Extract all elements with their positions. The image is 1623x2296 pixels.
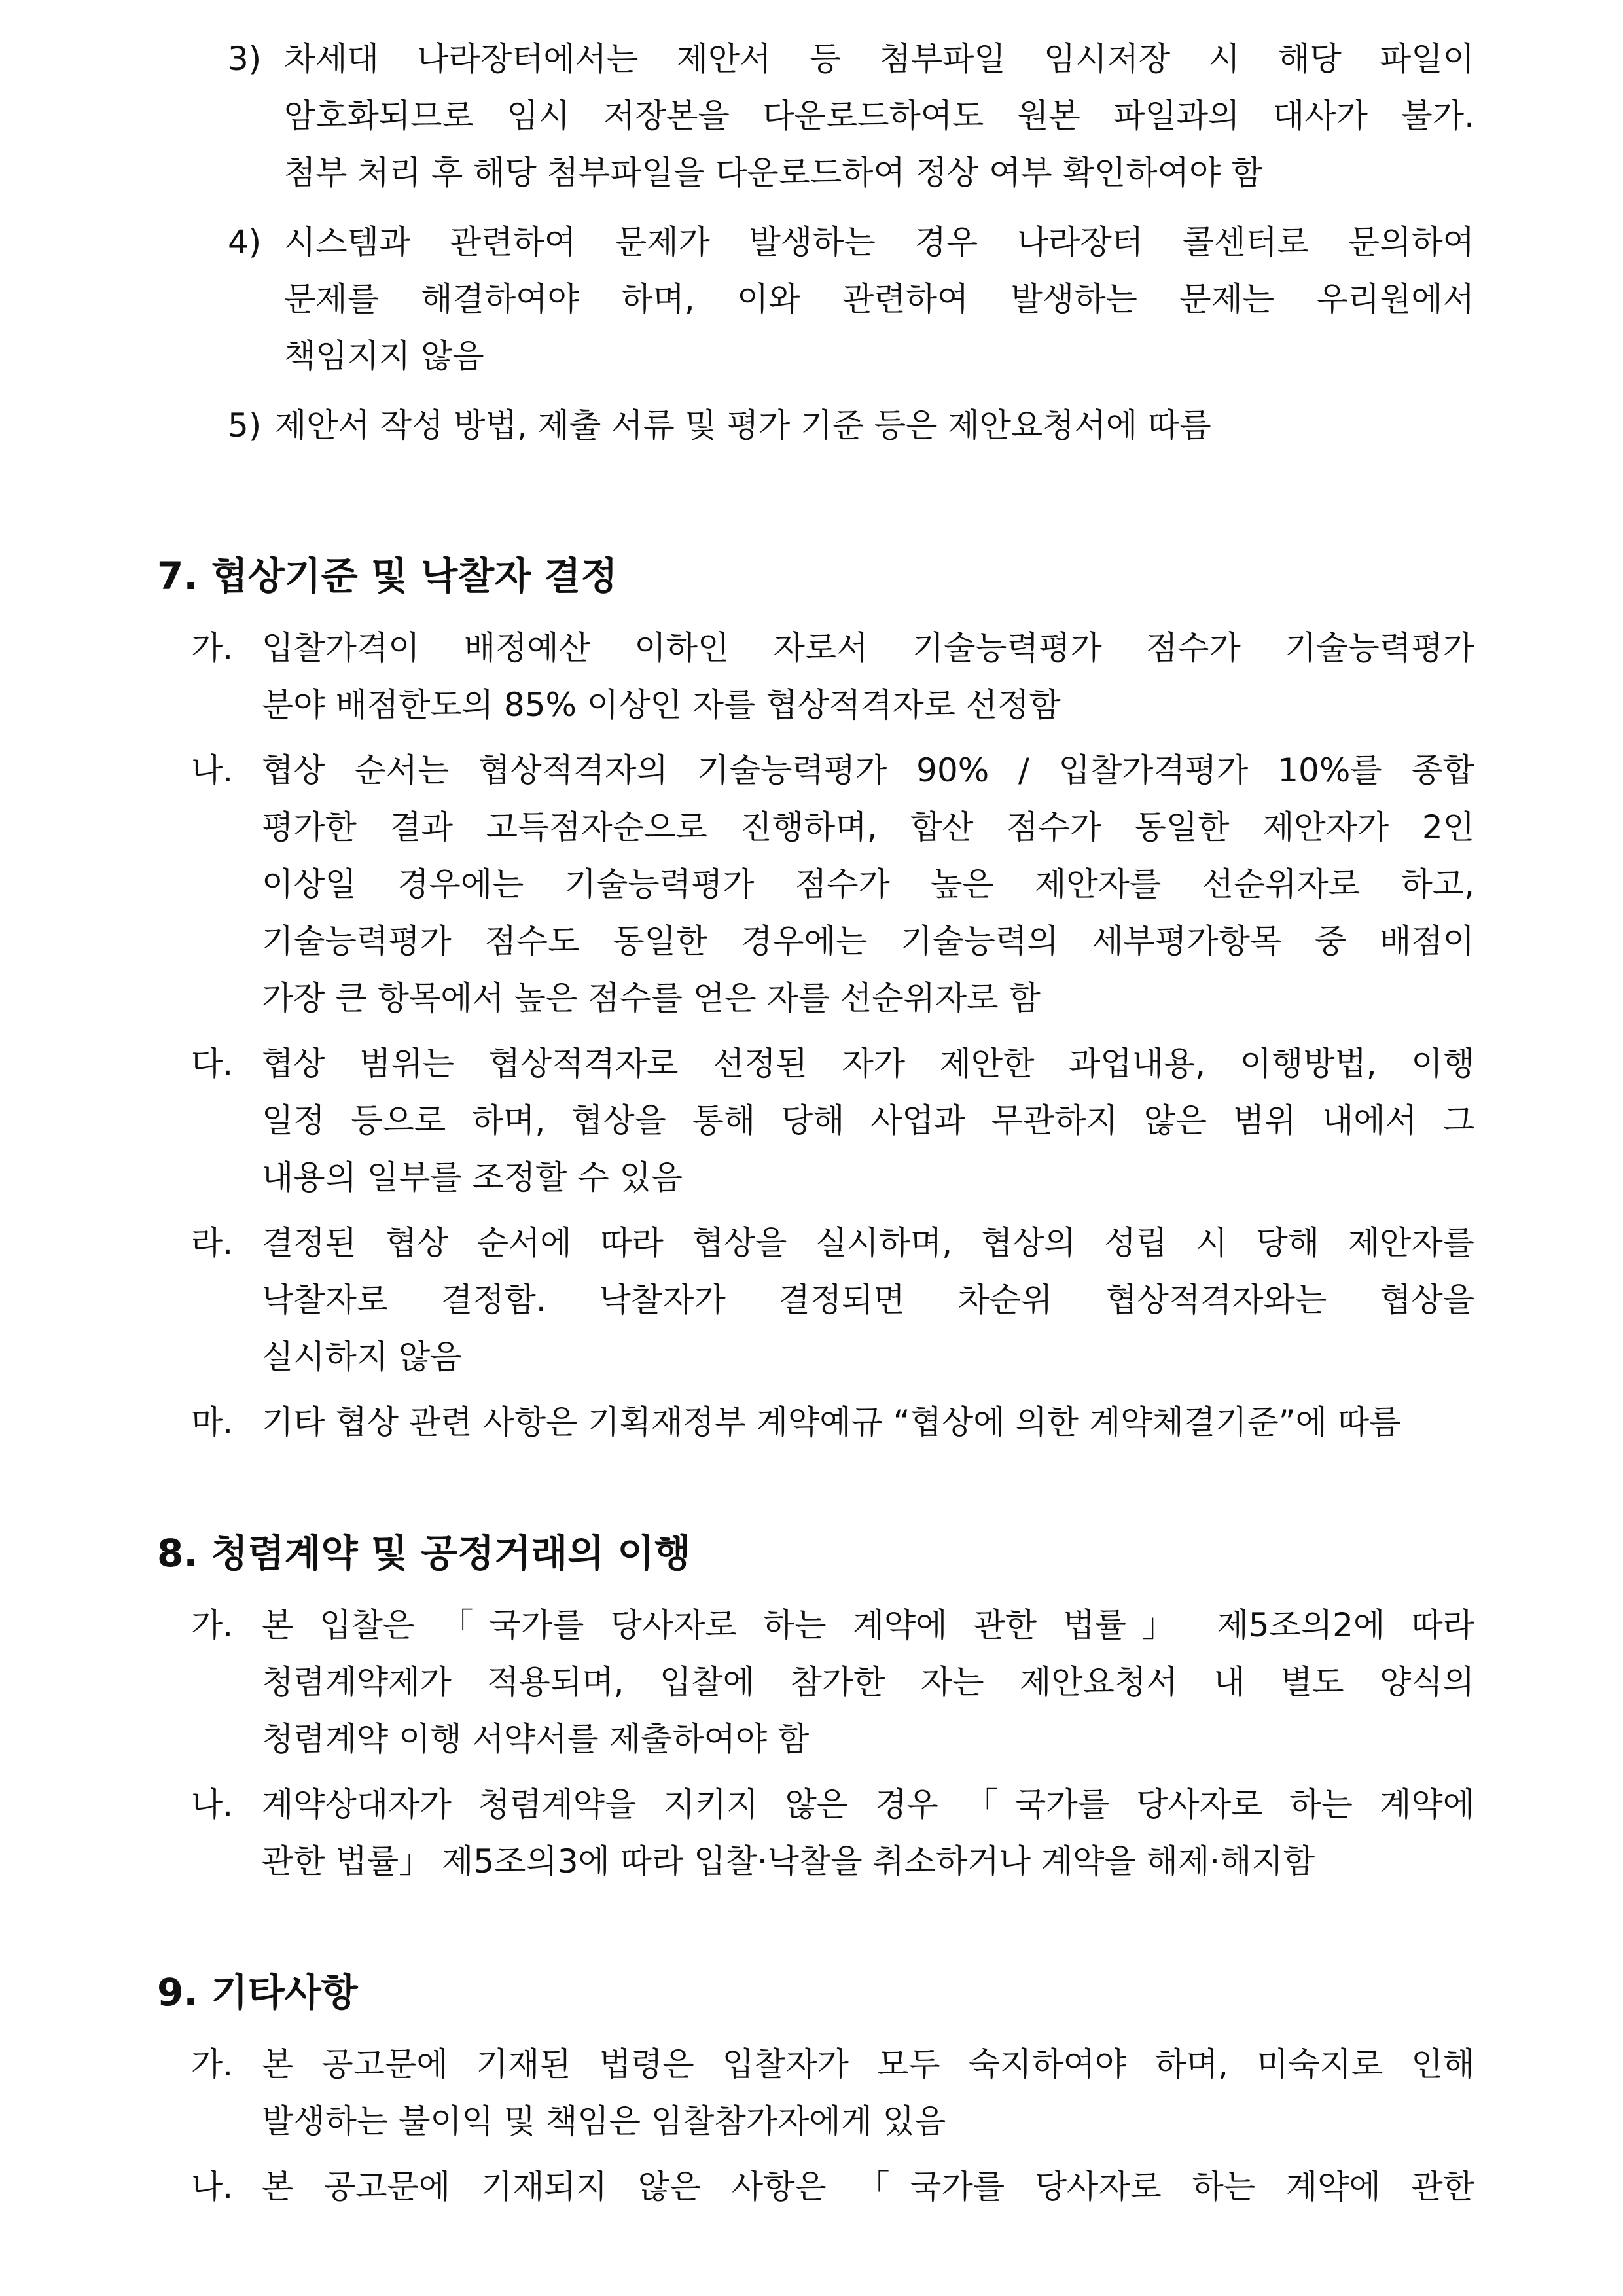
line-text: 본 공고문에 기재되지 않은 사항은 「국가를 당사자로 하는 계약에 관한 (262, 2168, 1474, 2206)
line-text: 암호화되므로 임시 저장본을 다운로드하여도 원본 파일과의 대사가 불가. (284, 97, 1474, 135)
line-text: 문제를 해결하여야 하며, 이와 관련하여 발생하는 문제는 우리원에서 (284, 280, 1474, 318)
list-item (191, 2159, 1474, 2215)
list-marker (191, 913, 262, 970)
list-marker (191, 1092, 262, 1149)
line-text: 계약상대자가 청렴계약을 지키지 않은 경우 「국가를 당사자로 하는 계약에 (262, 1785, 1474, 1823)
line-text: 평가한 결과 고득점자순으로 진행하며, 합산 점수가 동일한 제안자가 2인 (262, 808, 1474, 846)
list-marker (228, 145, 284, 202)
text-line (191, 1272, 1474, 1329)
text-line (191, 856, 1474, 913)
line-text: 발생하는 불이익 및 책임은 임찰참가자에게 있음 (262, 2102, 946, 2140)
line-text: 협상 순서는 협상적격자의 기술능력평가 90% / 입찰가격평가 10%를 종합 (262, 751, 1474, 789)
list-marker (191, 677, 262, 734)
list-marker: 나. (191, 751, 234, 789)
text-line (228, 31, 1474, 88)
text-line (191, 2036, 1474, 2093)
line-text: 차세대 나라장터에서는 제안서 등 첨부파일 임시저장 시 해당 파일이 (284, 40, 1474, 78)
list-marker: 나. (191, 2168, 234, 2206)
text-line (191, 2093, 1474, 2150)
list-item (191, 1394, 1474, 1451)
line-text: 기타 협상 관련 사항은 기획재정부 계약예규 “협상에 의한 계약체결기준”에 따름 (262, 1403, 1401, 1441)
line-text: 본 공고문에 기재된 법령은 입찰자가 모두 숙지하여야 하며, 미숙지로 인해 (262, 2045, 1474, 2083)
list-marker: 나. (191, 1785, 234, 1823)
list-marker (228, 271, 284, 328)
text-line (191, 1833, 1474, 1890)
text-line (191, 1149, 1474, 1206)
list-marker: 라. (191, 1224, 234, 1262)
line-text: 협상 범위는 협상적격자로 선정된 자가 제안한 과업내용, 이행방법, 이행 (262, 1045, 1474, 1083)
text-line (228, 271, 1474, 328)
list-marker (191, 1272, 262, 1329)
text-line (191, 1597, 1474, 1654)
text-line (191, 1035, 1474, 1092)
line-text: 책임지지 않음 (284, 337, 484, 375)
line-text: 관한 법률」 제5조의3에 따라 입찰·낙찰을 취소하거나 계약을 해제·해지함 (262, 1842, 1315, 1880)
section-heading: 7. 협상기준 및 낙찰자 결정 (157, 554, 618, 598)
text-line (228, 328, 1474, 385)
list-marker (191, 1149, 262, 1206)
list-item (191, 620, 1474, 734)
text-line (191, 799, 1474, 856)
text-line (191, 1711, 1474, 1768)
list-item (228, 397, 1474, 454)
list-marker (228, 88, 284, 145)
list-marker (191, 1711, 262, 1768)
text-line (191, 970, 1474, 1027)
text-line (191, 2159, 1474, 2215)
text-line (191, 1215, 1474, 1272)
line-text: 청렴계약 이행 서약서를 제출하여야 함 (262, 1720, 810, 1758)
list-marker (191, 799, 262, 856)
line-text: 실시하지 않음 (262, 1338, 462, 1376)
list-marker: 가. (191, 2045, 234, 2083)
list-item (191, 1035, 1474, 1206)
list-item (228, 31, 1474, 202)
text-line (191, 913, 1474, 970)
list-item (191, 1597, 1474, 1768)
line-text: 기술능력평가 점수도 동일한 경우에는 기술능력의 세부평가항목 중 배점이 (262, 922, 1474, 960)
document-page (0, 31, 1623, 2215)
line-text: 낙찰자로 결정함. 낙찰자가 결정되면 차순위 협상적격자와는 협상을 (262, 1281, 1474, 1319)
line-text: 내용의 일부를 조정할 수 있음 (262, 1158, 683, 1196)
text-line (191, 1654, 1474, 1711)
list-marker (228, 328, 284, 385)
line-text: 가장 큰 항목에서 높은 점수를 얻은 자를 선순위자로 함 (262, 979, 1041, 1017)
list-item (191, 1215, 1474, 1386)
list-marker: 5) (228, 406, 262, 444)
text-line (191, 742, 1474, 799)
list-item (191, 1776, 1474, 1890)
list-marker: 가. (191, 1606, 234, 1644)
text-line (228, 145, 1474, 202)
list-item (228, 214, 1474, 385)
list-item (191, 742, 1474, 1027)
list-marker: 4) (228, 223, 262, 261)
list-marker: 3) (228, 40, 262, 78)
section-heading: 8. 청렴계약 및 공정거래의 이행 (157, 1531, 691, 1575)
text-line (191, 677, 1474, 734)
list-marker (191, 1654, 262, 1711)
line-text: 입찰가격이 배정예산 이하인 자로서 기술능력평가 점수가 기술능력평가 (262, 629, 1474, 667)
line-text: 결정된 협상 순서에 따라 협상을 실시하며, 협상의 성립 시 당해 제안자를 (262, 1224, 1474, 1262)
text-line (228, 214, 1474, 271)
text-line (228, 397, 1474, 454)
text-line (191, 1394, 1474, 1451)
line-text: 본 입찰은 「국가를 당사자로 하는 계약에 관한 법률」 제5조의2에 따라 (262, 1606, 1474, 1644)
text-line (191, 1092, 1474, 1149)
list-marker (191, 2093, 262, 2150)
line-text: 제안서 작성 방법, 제출 서류 및 평가 기준 등은 제안요청서에 따름 (275, 406, 1211, 444)
line-text: 일정 등으로 하며, 협상을 통해 당해 사업과 무관하지 않은 범위 내에서 그 (262, 1102, 1474, 1139)
line-text: 분야 배점한도의 85% 이상인 자를 협상적격자로 선정함 (262, 686, 1061, 724)
list-marker (191, 970, 262, 1027)
line-text: 청렴계약제가 적용되며, 입찰에 참가한 자는 제안요청서 내 별도 양식의 (262, 1663, 1474, 1701)
line-text: 시스템과 관련하여 문제가 발생하는 경우 나라장터 콜센터로 문의하여 (284, 223, 1474, 261)
text-line (191, 1776, 1474, 1833)
list-item (191, 2036, 1474, 2150)
list-marker (191, 856, 262, 913)
list-marker: 마. (191, 1403, 234, 1441)
text-line (191, 1329, 1474, 1386)
list-marker (191, 1329, 262, 1386)
list-marker: 다. (191, 1045, 234, 1083)
list-marker: 가. (191, 629, 234, 667)
section-heading: 9. 기타사항 (157, 1970, 358, 2015)
line-text: 첨부 처리 후 해당 첨부파일을 다운로드하여 정상 여부 확인하여야 함 (284, 154, 1263, 192)
text-line (191, 620, 1474, 677)
line-text: 이상일 경우에는 기술능력평가 점수가 높은 제안자를 선순위자로 하고, (262, 865, 1474, 903)
text-line (228, 88, 1474, 145)
list-marker (191, 1833, 262, 1890)
